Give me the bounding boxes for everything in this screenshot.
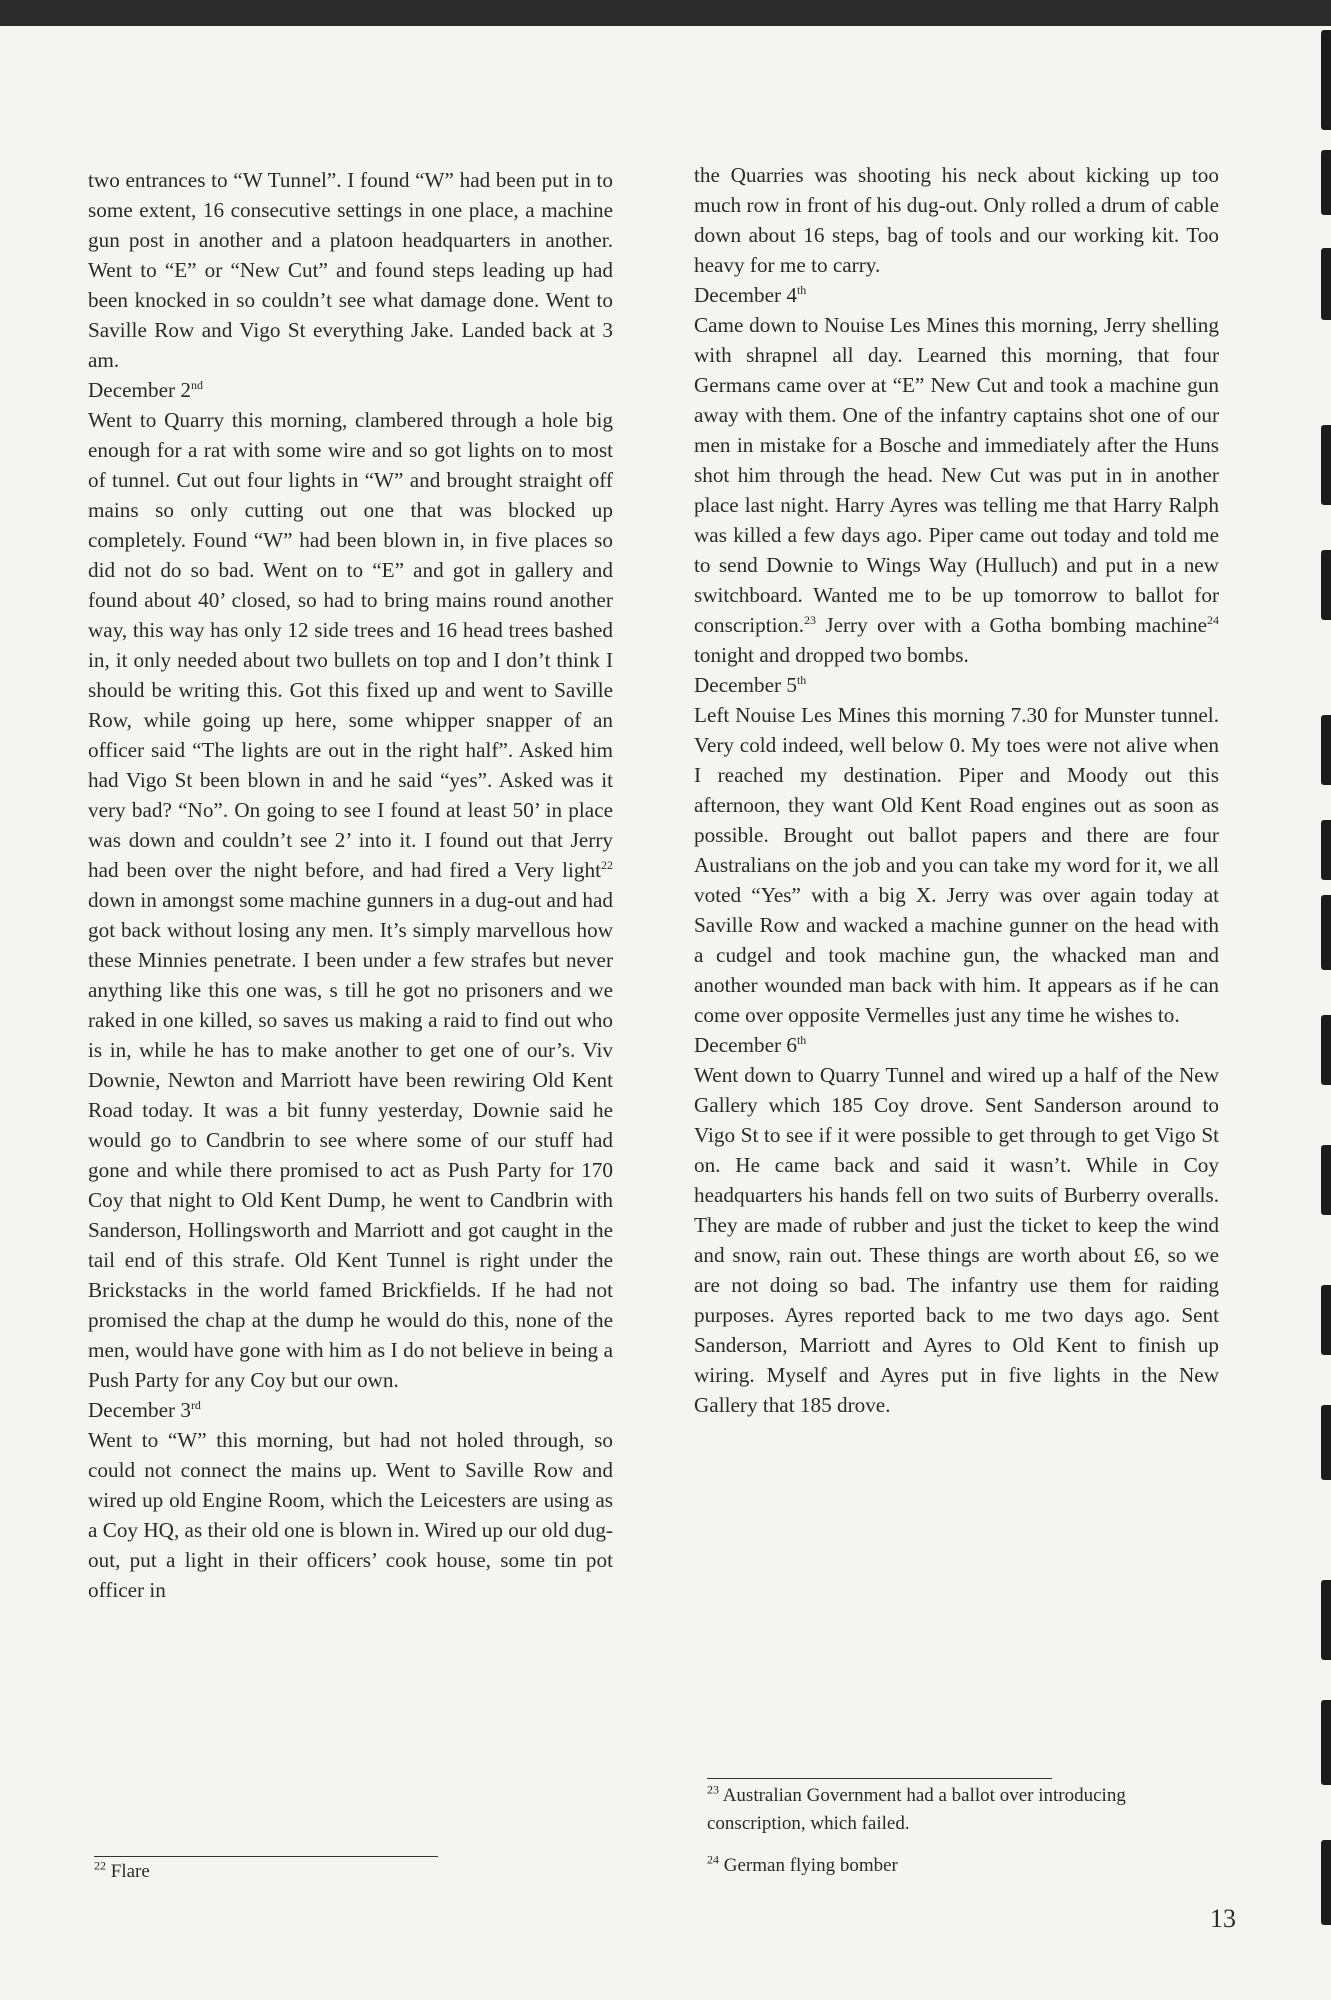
footnote-ref-23: 23 (804, 612, 817, 627)
entry-heading-dec-4: December 4th (694, 282, 807, 307)
right-intro-paragraph: the Quarries was shooting his neck about kicking up too much row in front of his dug-out. Only rolled a drum of cable down about 16 steps, bag of tools and our working kit. Too heavy for me to carry. (694, 163, 1219, 277)
footnote-22: $^{22}$ Flare (94, 1858, 150, 1882)
entry-heading-dec-6: December 6th (694, 1032, 807, 1057)
footnote-ref-22: 22 (601, 857, 613, 872)
entry-text-dec-2: Went to Quarry this morning, clambered through a hole big enough for a rat with some wire and so got lights on to most of tunnel. Cut out four lights in “W” and brought straight off mains so only cutting out one that was blocked up completely. Found “W” had been blown in, in five places so did not do so bad. Went on to “E” and got in gallery and found about 40’ closed, so had to bring mains round another way, this way has only 12 side trees and 16 head trees bashed in, it only needed about two bullets on top and I don’t think I should be writing this. Got this fixed up and went to Saville Row, while going up here, some whipper snapper of an officer said “The lights are out in the right half”. Asked him had Vigo St been blown in and he said “yes”. Asked was it very bad? “No”. On going to see I found at least 50’ in place was down and couldn’t see 2’ into it. I found out that Jerry had been over the night before, and had fired a Very light$^{22}$ down in amongst some machine gunners in a dug-out and had got back without losing any men. It’s simply marvellous how these Minnies penetrate. I been under a few strafes but never anything like this one was, s till he got no prisoners and we raked in one killed, so saves us making a raid to find out who is in, while he has to make another to get one of our’s. Viv Downie, Newton and Marriott have been rewiring Old Kent Road today. It was a bit funny yesterday, Downie said he would go to Candbrin to see where some of our stuff had gone and while there promised to act as Push Party for 170 Coy that night to Old Kent Dump, he went to Candbrin with Sanderson, Hollingsworth and Marriott and got caught in the tail end of this strafe. Old Kent Tunnel is right under the Brickstacks in the world famed Brickfields. If he had not promised the chap at the dump he would do this, none of the men, would have gone with him as I do not believe in being a Push Party for any Coy but our own. (88, 408, 613, 1392)
scan-edge-top (0, 0, 1331, 26)
entry-text-dec-3: Went to “W” this morning, but had not holed through, so could not connect the mains up. Went to Saville Row and wired up old Engine Room, which the Leicesters are using as a Coy HQ, as their old one is blown in. Wired up our old dug-out, put a light in their officers’ cook house, some tin pot officer in (88, 1428, 613, 1602)
footnote-24: $^{24}$ German flying bomber (707, 1852, 898, 1876)
left-intro-paragraph: two entrances to “W Tunnel”. I found “W” had been put in to some extent, 16 consecutive settings in one place, a machine gun post in another and a platoon headquarters in another. Went to “E” or “New Cut” and found steps leading up had been knocked in so couldn’t see what damage done. Went to Saville Row and Vigo St everything Jake. Landed back at 3 am. (88, 168, 613, 372)
entry-heading-dec-3: December 3rd (88, 1397, 201, 1422)
entry-text-dec-5: Left Nouise Les Mines this morning 7.30 for Munster tunnel. Very cold indeed, well below 0. My toes were not alive when I reached my destination. Piper and Moody out this afternoon, they want Old Kent Road engines out as soon as possible. Brought out ballot papers and there are four Australians on the job and you can take my word for it, we all voted “Yes” with a big X. Jerry was over again today at Saville Row and wacked a machine gunner on the head with a cudgel and took machine gun, the whacked man and another wounded man back with him. It appears as if he can come over opposite Vermelles just any time he wishes to. (694, 703, 1219, 1027)
right-column (694, 160, 1219, 1420)
entry-heading-dec-5: December 5th (694, 672, 807, 697)
binding-edge (1315, 30, 1331, 1990)
page-number: 13 (1210, 1904, 1236, 1933)
footnote-rule-left (94, 1856, 438, 1857)
footnote-ref-24: 24 (1207, 612, 1219, 627)
footnote-rule-right (707, 1778, 1052, 1779)
entry-text-dec-4: Came down to Nouise Les Mines this morning, Jerry shelling with shrapnel all day. Learned this morning, that four Germans came over at “E” New Cut and took a machine gun away with them. One of the infantry captains shot one of our men in mistake for a Bosche and immediately after the Huns shot him through the head. New Cut was put in in another place last night. Harry Ayres was telling me that Harry Ralph was killed a few days ago. Piper came out today and told me to send Downie to Wings Way (Hulluch) and put in a new switchboard. Wanted me to be up tomorrow to ballot for conscription.$^{23}$ Jerry over with a Gotha bombing machine$^{24}$ tonight and dropped two bombs. (694, 313, 1219, 667)
entry-text-dec-6: Went down to Quarry Tunnel and wired up a half of the New Gallery which 185 Coy drove. Sent Sanderson around to Vigo St to see if it were possible to get through to get Vigo St on. He came back and said it wasn’t. While in Coy headquarters his hands fell on two suits of Burberry overalls. They are made of rubber and just the ticket to keep the wind and snow, rain out. These things are worth about £6, so we are not doing so bad. The infantry use them for raiding purposes. Ayres reported back to me two days ago. Sent Sanderson, Marriott and Ayres to Old Kent to finish up wiring. Myself and Ayres put in five lights in the New Gallery that 185 drove. (694, 1063, 1219, 1417)
footnote-23: $^{23}$ Australian Government had a ballot over introducing conscription, which failed. (707, 1782, 1126, 1834)
entry-heading-dec-2: December 2nd (88, 377, 203, 402)
left-column (88, 165, 613, 1605)
